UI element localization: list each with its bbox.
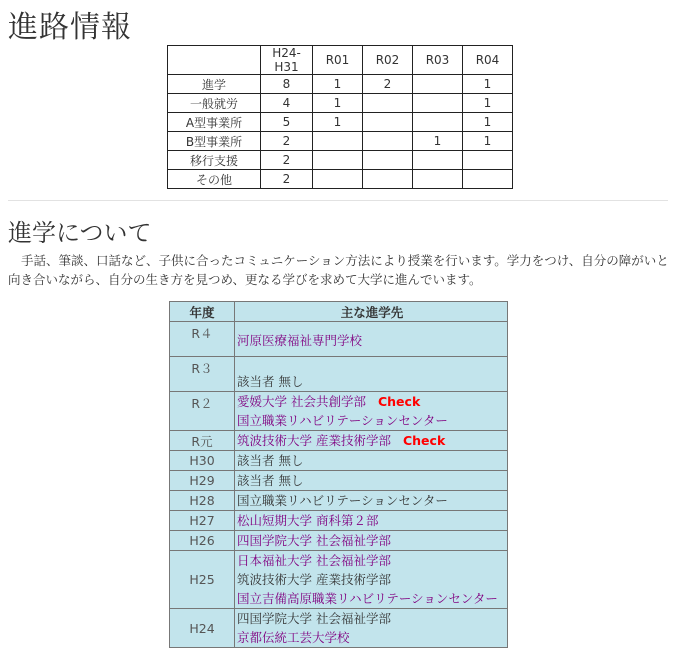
year-cell: H29 <box>170 471 235 491</box>
school-cell <box>235 392 508 431</box>
school-cell <box>235 431 508 451</box>
stats-row-label: その他 <box>168 170 261 189</box>
stats-cell: 2 <box>261 132 313 151</box>
school-cell <box>235 551 508 609</box>
destination-row-h27 <box>170 511 508 531</box>
stats-header-h24-h31: H24-H31 <box>261 46 313 75</box>
school-text: 四国学院大学 社会福祉学部 <box>237 611 391 626</box>
stats-cell <box>463 151 513 170</box>
section-heading: 進学について <box>8 219 152 247</box>
school-cell <box>235 511 508 531</box>
destination-row-h28 <box>170 491 508 511</box>
stats-cell: 2 <box>261 170 313 189</box>
school-text: 該当者 無し <box>237 453 304 468</box>
stats-cell <box>363 132 413 151</box>
year-cell: H25 <box>170 551 235 609</box>
school-link[interactable]: 国立吉備高原職業リハビリテーションセンター <box>237 591 498 606</box>
stats-cell <box>463 170 513 189</box>
section-divider <box>8 200 668 201</box>
destination-row-h26 <box>170 531 508 551</box>
school-cell <box>235 471 508 491</box>
school-text: 筑波技術大学 産業技術学部 <box>237 572 391 587</box>
destination-row-r3 <box>170 357 508 392</box>
stats-row-a-type <box>168 113 513 132</box>
career-stats-table <box>167 45 513 189</box>
school-link[interactable]: 松山短期大学 商科第２部 <box>237 513 379 528</box>
destination-row-r4 <box>170 322 508 357</box>
school-link[interactable]: 筑波技術大学 産業技術学部 <box>237 433 391 448</box>
stats-row-label: B型事業所 <box>168 132 261 151</box>
stats-cell: 1 <box>463 113 513 132</box>
year-cell: H26 <box>170 531 235 551</box>
stats-row-label: 移行支援 <box>168 151 261 170</box>
school-link[interactable]: 河原医療福祉専門学校 <box>237 332 363 348</box>
stats-cell <box>363 113 413 132</box>
school-cell <box>235 491 508 511</box>
stats-cell <box>363 170 413 189</box>
year-cell: H30 <box>170 451 235 471</box>
stats-header-r03: R03 <box>413 46 463 75</box>
stats-cell: 1 <box>313 113 363 132</box>
stats-header-row <box>168 46 513 75</box>
stats-cell <box>413 75 463 94</box>
destinations-table <box>169 301 508 648</box>
stats-cell: 4 <box>261 94 313 113</box>
stats-row-sonota <box>168 170 513 189</box>
stats-cell <box>363 94 413 113</box>
school-link[interactable]: 四国学院大学 社会福祉学部 <box>237 533 391 548</box>
stats-cell: 1 <box>463 132 513 151</box>
stats-header-r04: R04 <box>463 46 513 75</box>
destinations-header-row <box>170 302 508 322</box>
stats-cell: 1 <box>463 94 513 113</box>
stats-row-iko-shien <box>168 151 513 170</box>
school-text: 該当者 無し <box>237 473 304 488</box>
stats-row-ippan-shuro <box>168 94 513 113</box>
check-link[interactable]: Check <box>402 433 446 448</box>
destination-row-h30 <box>170 451 508 471</box>
stats-cell: 1 <box>313 75 363 94</box>
stats-cell <box>313 132 363 151</box>
school-cell <box>235 451 508 471</box>
school-text: 該当者 無し <box>237 374 304 389</box>
stats-cell: 1 <box>413 132 463 151</box>
stats-row-b-type <box>168 132 513 151</box>
year-cell: R元 <box>170 431 235 451</box>
page-title: 進路情報 <box>8 10 132 45</box>
school-link[interactable]: 京都伝統工芸大学校 <box>237 630 350 645</box>
stats-header-r01: R01 <box>313 46 363 75</box>
school-cell <box>235 322 508 357</box>
stats-row-label: 一般就労 <box>168 94 261 113</box>
destination-row-r-gan <box>170 431 508 451</box>
year-cell: H24 <box>170 609 235 648</box>
stats-cell: 1 <box>313 94 363 113</box>
stats-header-r02: R02 <box>363 46 413 75</box>
school-cell <box>235 609 508 648</box>
year-cell: R４ <box>170 322 235 357</box>
stats-cell <box>413 113 463 132</box>
destination-row-r2 <box>170 392 508 431</box>
stats-row-label: A型事業所 <box>168 113 261 132</box>
stats-header-corner <box>168 46 261 75</box>
stats-cell <box>313 151 363 170</box>
stats-cell <box>413 94 463 113</box>
intro-paragraph: 手話、筆談、口話など、子供に合ったコミュニケーション方法により授業を行います。学力をつけ、自分の障がいと向き合いながら、自分の生き方を見つめ、更なる学びを求めて大学に進んでいます。 <box>8 253 669 287</box>
school-cell <box>235 357 508 392</box>
stats-row-label: 進学 <box>168 75 261 94</box>
header-year: 年度 <box>170 302 235 322</box>
destination-row-h25 <box>170 551 508 609</box>
stats-cell <box>363 151 413 170</box>
school-link[interactable]: 愛媛大学 社会共創学部 <box>237 394 366 409</box>
stats-cell: 2 <box>261 151 313 170</box>
stats-row-shingaku <box>168 75 513 94</box>
year-cell: R２ <box>170 392 235 431</box>
stats-cell: 5 <box>261 113 313 132</box>
stats-cell <box>313 170 363 189</box>
destination-row-h24 <box>170 609 508 648</box>
school-link[interactable]: 日本福祉大学 社会福祉学部 <box>237 553 391 568</box>
school-link[interactable]: 国立職業リハビリテーションセンター <box>237 413 448 428</box>
year-cell: R３ <box>170 357 235 392</box>
stats-cell <box>413 151 463 170</box>
check-link[interactable]: Check <box>377 394 421 409</box>
destination-row-h29 <box>170 471 508 491</box>
school-text: 国立職業リハビリテーションセンター <box>237 493 448 508</box>
year-cell: H27 <box>170 511 235 531</box>
school-cell <box>235 531 508 551</box>
stats-cell: 8 <box>261 75 313 94</box>
year-cell: H28 <box>170 491 235 511</box>
stats-cell <box>413 170 463 189</box>
header-school: 主な進学先 <box>235 302 508 322</box>
stats-cell: 2 <box>363 75 413 94</box>
stats-cell: 1 <box>463 75 513 94</box>
